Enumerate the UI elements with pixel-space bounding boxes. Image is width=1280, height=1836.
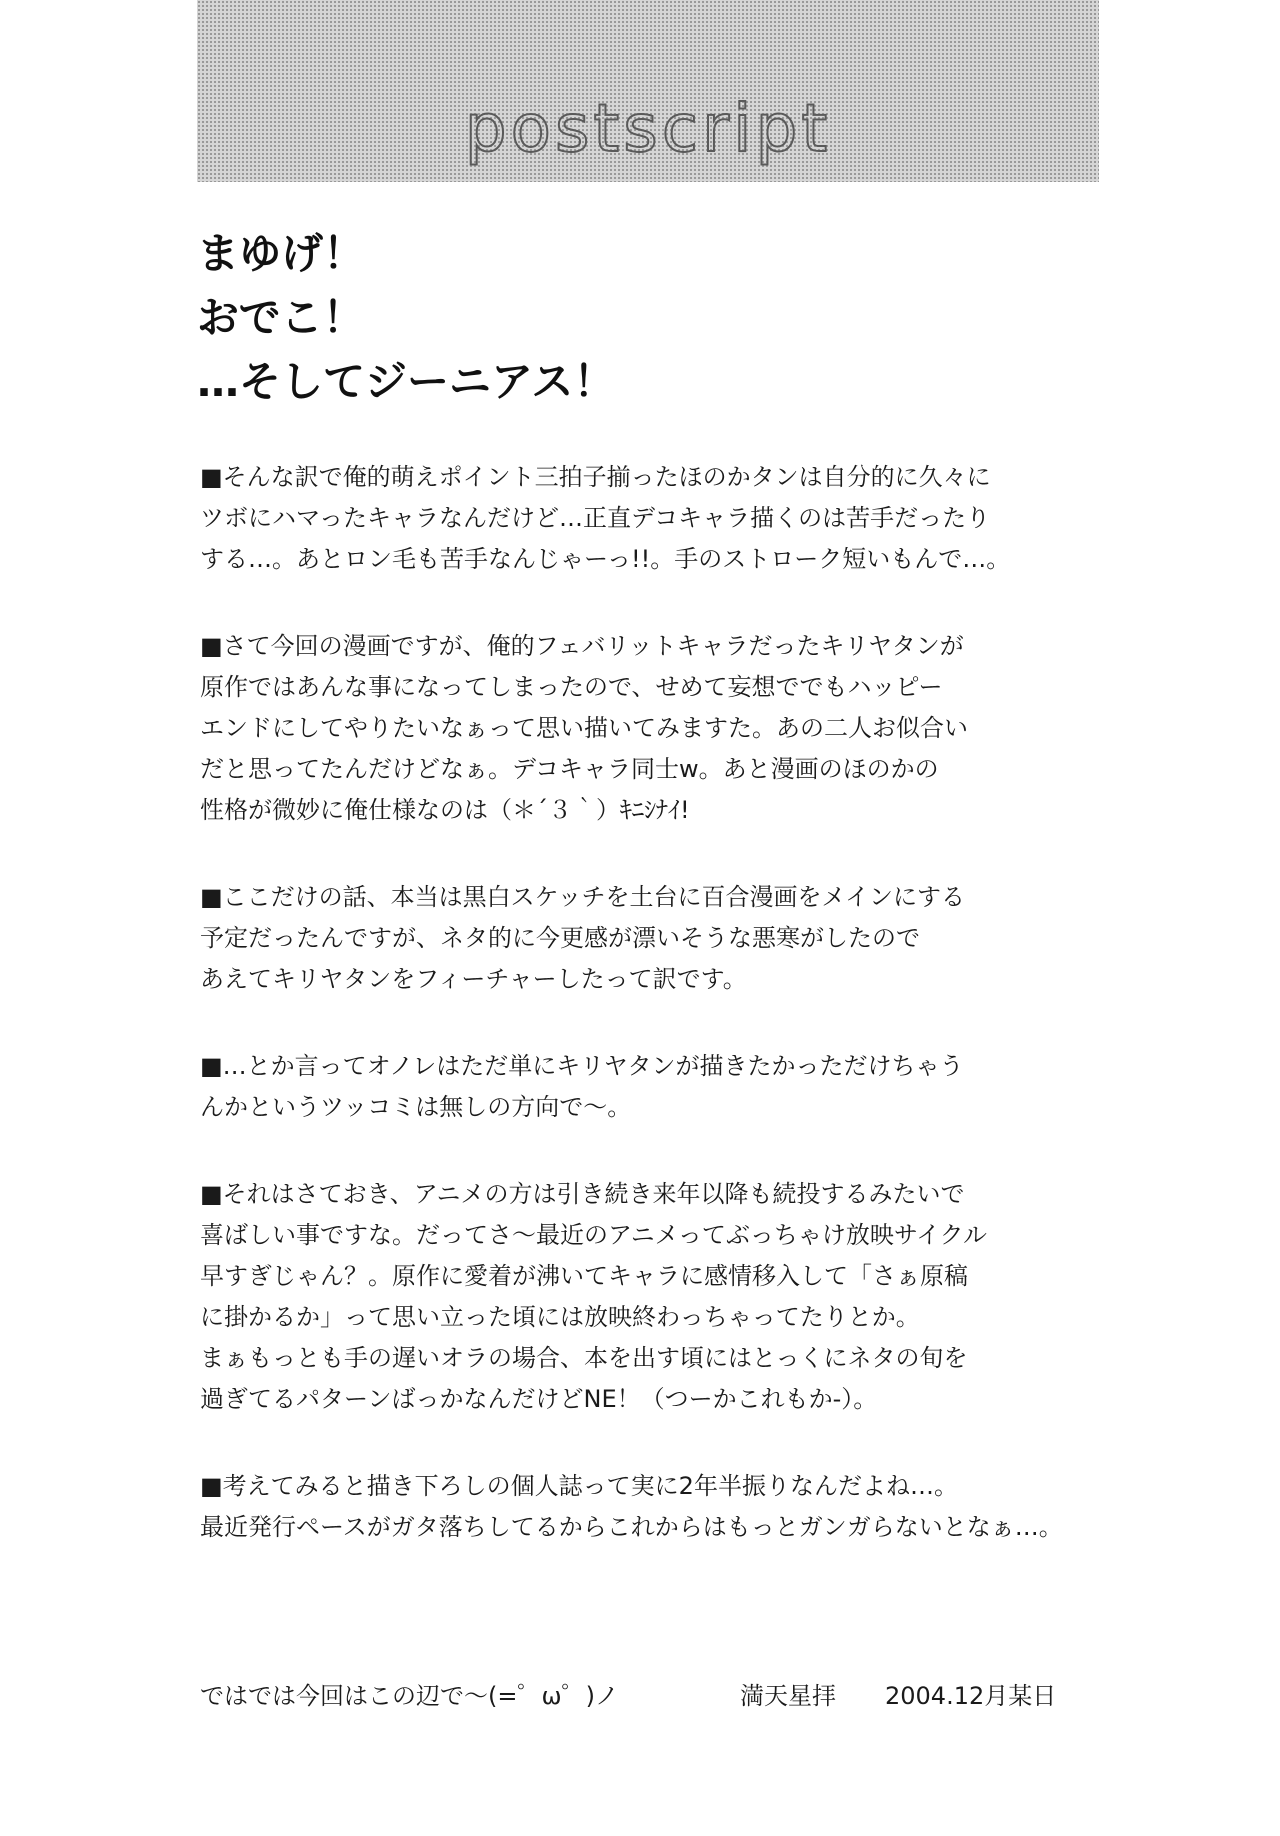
headline-line: …そしてジーニアス！ (197, 357, 616, 406)
author-signature: 満天星拝 (740, 1682, 836, 1710)
closing-line (200, 1676, 1100, 1716)
header-band (197, 0, 1099, 182)
paragraph-line: 性格が微妙に俺仕様なのは（＊´３｀）ｷﾆｼﾅｲ! (200, 796, 690, 824)
paragraph-line: 原作ではあんな事になってしまったので、せめて妄想ででもハッピー (200, 673, 943, 701)
headline (197, 222, 615, 414)
page-title: postscript (464, 90, 832, 167)
paragraph-line: 喜ばしい事ですな。だってさ～最近のアニメってぶっちゃけ放映サイクル (200, 1221, 987, 1249)
paragraph-line: ■それはさておき、アニメの方は引き続き来年以降も続投するみたいで (200, 1180, 965, 1208)
date: 2004.12月某日 (885, 1682, 1057, 1710)
paragraph-line: に掛かるか」って思い立った頃には放映終わっちゃってたりとか。 (200, 1303, 920, 1331)
paragraph-line: ■さて今回の漫画ですが、俺的フェバリットキャラだったキリヤタンが (200, 632, 964, 660)
paragraph (200, 1466, 1200, 1548)
headline-line: まゆげ！ (197, 229, 366, 278)
paragraph-line: する…。あとロン毛も苦手なんじゃーっ!!。手のストローク短いもんで…。 (200, 545, 1011, 573)
paragraph-line: ツボにハマったキャラなんだけど…正直デコキャラ描くのは苦手だったり (200, 504, 991, 532)
paragraph-line: あえてキリヤタンをフィーチャーしたって訳です。 (200, 965, 747, 993)
paragraph (200, 626, 1200, 831)
paragraph (200, 457, 1200, 580)
closing-text: ではでは今回はこの辺で～(=゜ω゜)ノ (200, 1682, 619, 1710)
paragraph-line: まぁもっとも手の遅いオラの場合、本を出す頃にはとっくにネタの旬を (200, 1344, 968, 1372)
paragraph-line: ■ここだけの話、本当は黒白スケッチを土台に百合漫画をメインにする (200, 883, 965, 911)
paragraph-line: エンドにしてやりたいなぁって思い描いてみますた。あの二人お似合い (200, 714, 968, 742)
headline-line: おでこ！ (197, 293, 365, 342)
paragraph-line: ■そんな訳で俺的萌えポイント三拍子揃ったほのかタンは自分的に久々に (200, 463, 991, 491)
paragraph-line: 最近発行ペースがガタ落ちしてるからこれからはもっとガンガらないとなぁ…。 (200, 1513, 1063, 1541)
paragraph (200, 1174, 1200, 1420)
paragraph-line: ■…とか言ってオノレはただ単にキリヤタンが描きたかっただけちゃう (200, 1052, 964, 1080)
paragraph-line: ■考えてみると描き下ろしの個人誌って実に2年半振りなんだよね…。 (200, 1472, 958, 1500)
paragraph-line: 過ぎてるパターンばっかなんだけどNE！（つーかこれもか-）。 (200, 1385, 878, 1413)
paragraph-line: 予定だったんですが、ネタ的に今更感が漂いそうな悪寒がしたので (200, 924, 920, 952)
paragraph-line: んかというツッコミは無しの方向で～。 (200, 1093, 632, 1121)
body-text (200, 457, 1200, 1594)
paragraph (200, 877, 1200, 1000)
paragraph-line: 早すぎじゃん？。原作に愛着が沸いてキャラに感情移入して「さぁ原稿 (200, 1262, 968, 1290)
paragraph (200, 1046, 1200, 1128)
paragraph-line: だと思ってたんだけどなぁ。デコキャラ同士w。あと漫画のほのかの (200, 755, 939, 783)
